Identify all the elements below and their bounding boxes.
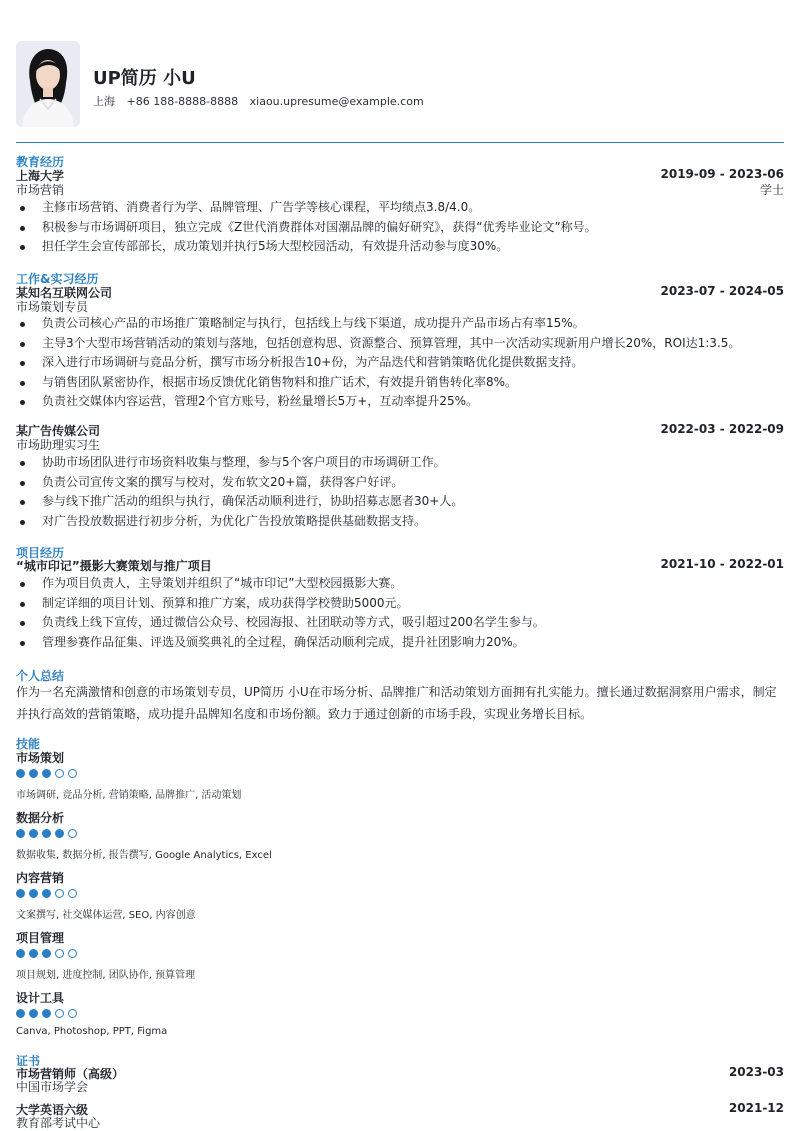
list-item (16, 334, 784, 354)
skill-keywords: 项目规划, 进度控制, 团队协作, 预算管理 (16, 970, 196, 981)
list-item (16, 237, 784, 257)
bullet-text: 作为项目负责人，主导策划并组织了“城市印记”大型校园摄影大赛。 (42, 576, 403, 590)
skill-keywords: Canva, Photoshop, PPT, Figma (16, 1026, 168, 1037)
email-text: xiaou.upresume@example.com (249, 95, 424, 108)
bullet-dot-icon (20, 361, 25, 366)
list-item (16, 314, 784, 334)
job-bullets (16, 453, 784, 531)
bullet-text: 参与线下推广活动的组织与执行，确保活动顺利进行，协助招募志愿者30+人。 (42, 494, 464, 508)
skill-dot-filled-icon (16, 949, 25, 958)
list-item (16, 392, 784, 412)
bullet-text: 协助市场团队进行市场资料收集与整理，参与5个客户项目的市场调研工作。 (42, 455, 446, 469)
bullet-text: 积极参与市场调研项目，独立完成《Z世代消费群体对国潮品牌的偏好研究》，获得“优秀毕业论文”称号。 (42, 219, 597, 234)
education-dates: 2019-09 - 2023-06 (660, 167, 784, 181)
list-item (16, 574, 784, 594)
section-title-projects: 项目经历 (16, 546, 65, 560)
bullet-text: 负责公司核心产品的市场推广策略制定与执行，包括线上与线下渠道，成功提升产品市场占有率15%。 (42, 316, 585, 330)
list-item (16, 373, 784, 393)
skill-level-dots (16, 949, 77, 959)
bullet-dot-icon (20, 481, 25, 486)
candidate-name: UP简历 小U (93, 68, 196, 89)
skill-dot-empty-icon (68, 829, 77, 838)
job-role: 市场助理实习生 (16, 438, 101, 452)
bullet-text: 制定详细的项目计划、预算和推广方案，成功获得学校赞助5000元。 (42, 595, 409, 610)
education-major: 市场营销 (16, 183, 65, 197)
location-text: 上海 (93, 95, 115, 108)
bullet-text: 负责公司宣传文案的撰写与校对，发布软文20+篇，获得客户好评。 (42, 474, 404, 489)
skill-name: 内容营销 (16, 871, 65, 885)
list-item (16, 512, 784, 532)
education-bullets (16, 198, 784, 257)
skill-keywords: 市场调研, 竞品分析, 营销策略, 品牌推广, 活动策划 (16, 790, 242, 801)
education-school: 上海大学 (16, 169, 65, 183)
certificate-name: 市场营销师（高级） (16, 1067, 125, 1081)
project-bullets (16, 574, 784, 652)
project-dates: 2021-10 - 2022-01 (660, 557, 784, 571)
skill-keywords: 数据收集, 数据分析, 报告撰写, Google Analytics, Excel (16, 850, 272, 861)
skill-dot-empty-icon (55, 769, 64, 778)
skill-dot-filled-icon (42, 829, 51, 838)
bullet-text: 对广告投放数据进行初步分析，为优化广告投放策略提供基础数据支持。 (42, 513, 427, 528)
summary-text: 作为一名充满激情和创意的市场策划专员，UP简历 小U在市场分析、品牌推广和活动策划方面拥有扎实能力。擅长通过数据洞察用户需求，制定并执行高效的营销策略，成功提升品牌知名度和市场份额。致力于通过创新的市场手段，实现业务增长目标。 (16, 685, 777, 721)
section-title-education: 教育经历 (16, 155, 65, 169)
bullet-dot-icon (20, 461, 25, 466)
bullet-dot-icon (20, 520, 25, 525)
avatar-photo-icon (16, 41, 80, 127)
list-item (16, 453, 784, 473)
certificate-date: 2023-03 (728, 1065, 784, 1079)
bullet-text: 负责线上线下宣传，通过微信公众号、校园海报、社团联动等方式，吸引超过200名学生参与。 (42, 615, 545, 629)
list-item (16, 353, 784, 373)
job-bullets (16, 314, 784, 412)
job-dates: 2022-03 - 2022-09 (660, 422, 784, 436)
bullet-dot-icon (20, 322, 25, 327)
bullet-text: 与销售团队紧密协作，根据市场反馈优化销售物料和推广话术，有效提升销售转化率8%。 (42, 374, 518, 389)
bullet-dot-icon (20, 206, 25, 211)
skill-keywords: 文案撰写, 社交媒体运营, SEO, 内容创意 (16, 910, 196, 921)
skill-name: 数据分析 (16, 811, 65, 825)
bullet-dot-icon (20, 582, 25, 587)
skill-dot-filled-icon (29, 1009, 38, 1018)
bullet-dot-icon (20, 381, 25, 386)
bullet-text: 主导3个大型市场营销活动的策划与落地，包括创意构思、资源整合、预算管理，其中一次活动实现新用户增长20%，ROI达1:3.5。 (42, 335, 741, 350)
bullet-text: 担任学生会宣传部部长，成功策划并执行5场大型校园活动，有效提升活动参与度30%。 (42, 239, 509, 253)
certificate-issuer: 中国市场学会 (16, 1080, 89, 1094)
certificate-date: 2021-12 (728, 1101, 784, 1115)
skill-name: 市场策划 (16, 751, 65, 765)
project-name: “城市印记”摄影大赛策划与推广项目 (16, 559, 212, 573)
header-divider (16, 142, 784, 143)
skill-dot-empty-icon (68, 1009, 77, 1018)
skill-dot-filled-icon (29, 949, 38, 958)
bullet-text: 主修市场营销、消费者行为学、品牌管理、广告学等核心课程，平均绩点3.8/4.0。 (42, 200, 481, 214)
skill-dot-empty-icon (68, 769, 77, 778)
bullet-text: 管理参赛作品征集、评选及颁奖典礼的全过程，确保活动顺利完成，提升社团影响力20%。 (42, 634, 525, 649)
skill-dot-empty-icon (55, 889, 64, 898)
skill-dot-empty-icon (55, 1009, 64, 1018)
skill-dot-filled-icon (42, 769, 51, 778)
certificate-name: 大学英语六级 (16, 1103, 89, 1117)
bullet-dot-icon (20, 641, 25, 646)
list-item (16, 492, 784, 512)
bullet-dot-icon (20, 342, 25, 347)
section-title-skills: 技能 (16, 737, 41, 751)
skill-level-dots (16, 889, 77, 899)
skill-dot-filled-icon (42, 949, 51, 958)
education-degree: 学士 (759, 183, 784, 197)
skill-dot-filled-icon (42, 889, 51, 898)
skill-dot-filled-icon (29, 769, 38, 778)
skill-dot-filled-icon (16, 1009, 25, 1018)
job-role: 市场策划专员 (16, 300, 89, 314)
skill-dot-filled-icon (29, 889, 38, 898)
bullet-dot-icon (20, 400, 25, 405)
bullet-dot-icon (20, 245, 25, 250)
skill-level-dots (16, 829, 77, 839)
skill-dot-empty-icon (55, 949, 64, 958)
skill-level-dots (16, 769, 77, 779)
job-company: 某知名互联网公司 (16, 286, 113, 300)
skill-dot-filled-icon (29, 829, 38, 838)
resume-header (16, 41, 784, 127)
skill-dot-empty-icon (68, 889, 77, 898)
job-company: 某广告传媒公司 (16, 424, 101, 438)
skill-level-dots (16, 1009, 77, 1019)
bullet-dot-icon (20, 602, 25, 607)
bullet-text: 深入进行市场调研与竞品分析，撰写市场分析报告10+份，为产品迭代和营销策略优化提供数据支持。 (42, 355, 584, 369)
skill-dot-filled-icon (16, 829, 25, 838)
list-item (16, 633, 784, 653)
certificate-issuer: 教育部考试中心 (16, 1116, 101, 1130)
contact-line (93, 93, 432, 109)
job-dates: 2023-07 - 2024-05 (660, 284, 784, 298)
bullet-dot-icon (20, 226, 25, 231)
skill-name: 设计工具 (16, 991, 65, 1005)
list-item (16, 613, 784, 633)
bullet-dot-icon (20, 621, 25, 626)
skill-dot-filled-icon (16, 769, 25, 778)
bullet-text: 负责社交媒体内容运营，管理2个官方账号，粉丝量增长5万+，互动率提升25%。 (42, 394, 478, 408)
skill-dot-filled-icon (16, 889, 25, 898)
skill-dot-filled-icon (42, 1009, 51, 1018)
section-title-certificates: 证书 (16, 1054, 41, 1068)
section-title-summary: 个人总结 (16, 669, 65, 683)
section-title-work: 工作&实习经历 (16, 272, 99, 286)
skill-dot-empty-icon (68, 949, 77, 958)
bullet-dot-icon (20, 500, 25, 505)
list-item (16, 218, 784, 238)
list-item (16, 594, 784, 614)
skill-dot-filled-icon (55, 829, 64, 838)
avatar (16, 41, 80, 127)
list-item (16, 473, 784, 493)
skill-name: 项目管理 (16, 931, 65, 945)
list-item (16, 198, 784, 218)
phone-text: +86 188-8888-8888 (126, 95, 239, 108)
